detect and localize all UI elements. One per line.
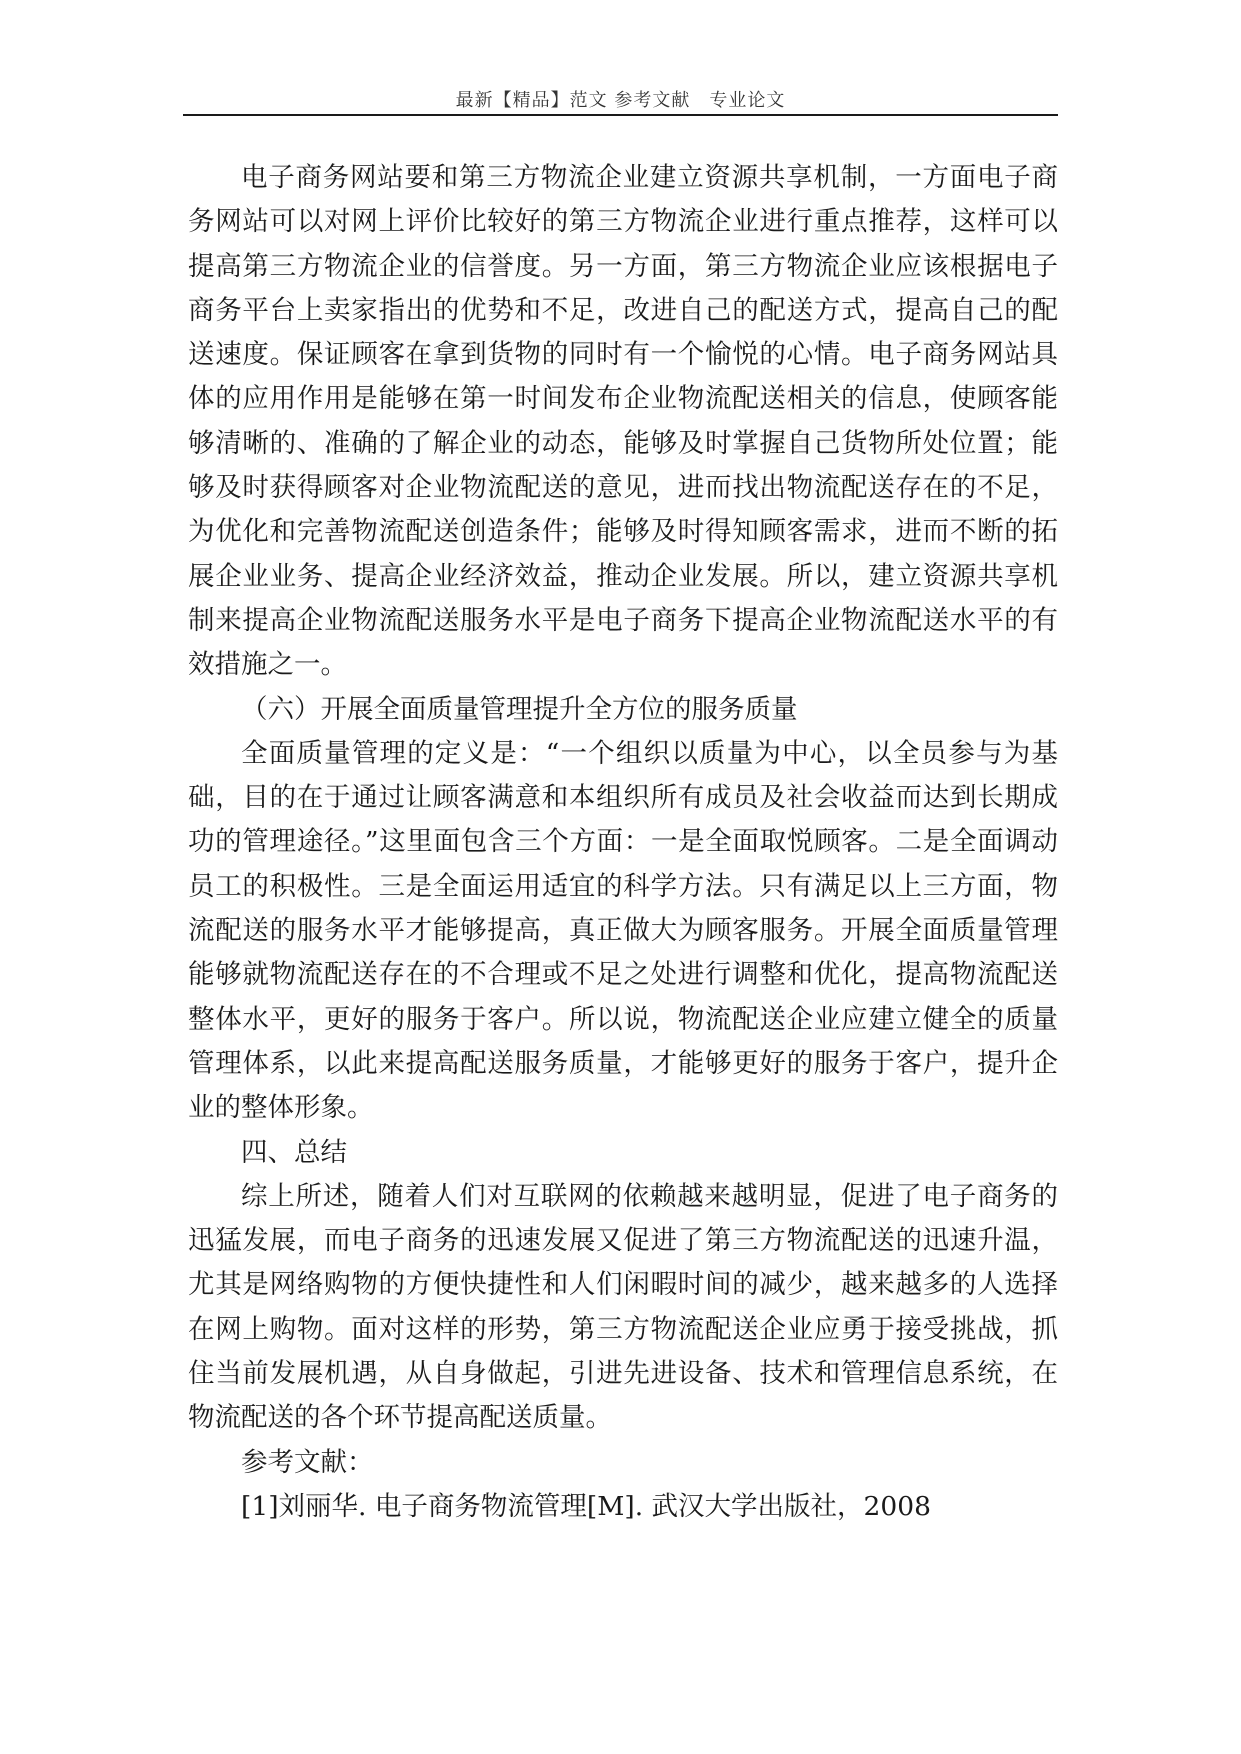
section-heading-quality-management: （六）开展全面质量管理提升全方位的服务质量 <box>241 693 798 725</box>
paragraph-resource-sharing: 电子商务网站要和第三方物流企业建立资源共享机制，一方面电子商务网站可以对网上评价比较好的第三方物流企业进行重点推荐，这样可以提高第三方物流企业的信誉度。另一方面，第三方物流企业应该根据电子商务平台上卖家指出的优势和不足，改进自己的配送方式，提高自己的配送速度。保证顾客在拿到货物的同时有一个愉悦的心情。电子商务网站具体的应用作用是能够在第一时间发布企业物流配送相关的信息，使顾客能够清晰的、准确的了解企业的动态，能够及时掌握自己货物所处位置；能够及时获得顾客对企业物流配送的意见，进而找出物流配送存在的不足，为优化和完善物流配送创造条件；能够及时得知顾客需求，进而不断的拓展企业业务、提高企业经济效益，推动企业发展。所以，建立资源共享机制来提高企业物流配送服务水平是电子商务下提高企业物流配送水平的有效措施之一。 <box>188 162 1058 681</box>
header-divider <box>183 114 1058 116</box>
references-heading: 参考文献： <box>241 1446 374 1478</box>
document-body <box>188 156 1058 1529</box>
section-heading-summary: 四、总结 <box>241 1136 347 1168</box>
paragraph-summary: 综上所述，随着人们对互联网的依赖越来越明显，促进了电子商务的迅猛发展，而电子商务的迅速发展又促进了第三方物流配送的迅速升温，尤其是网络购物的方便快捷性和人们闲暇时间的减少，越来越多的人选择在网上购物。面对这样的形势，第三方物流配送企业应勇于接受挑战，抓住当前发展机遇，从自身做起，引进先进设备、技术和管理信息系统，在物流配送的各个环节提高配送质量。 <box>188 1180 1058 1434</box>
paragraph-quality-management: 全面质量管理的定义是：“一个组织以质量为中心，以全员参与为基础，目的在于通过让顾客满意和本组织所有成员及社会收益而达到长期成功的管理途径。”这里面包含三个方面：一是全面取悦顾客。二是全面调动员工的积极性。三是全面运用适宜的科学方法。只有满足以上三方面，物流配送的服务水平才能够提高，真正做大为顾客服务。开展全面质量管理能够就物流配送存在的不合理或不足之处进行调整和优化，提高物流配送整体水平，更好的服务于客户。所以说，物流配送企业应建立健全的质量管理体系，以此来提高配送服务质量，才能够更好的服务于客户，提升企业的整体形象。 <box>188 737 1058 1124</box>
reference-item: [1]刘丽华. 电子商务物流管理[M]. 武汉大学出版社，2008 <box>241 1490 931 1522</box>
page-header: 最新【精品】范文 参考文献 专业论文 <box>455 90 786 111</box>
